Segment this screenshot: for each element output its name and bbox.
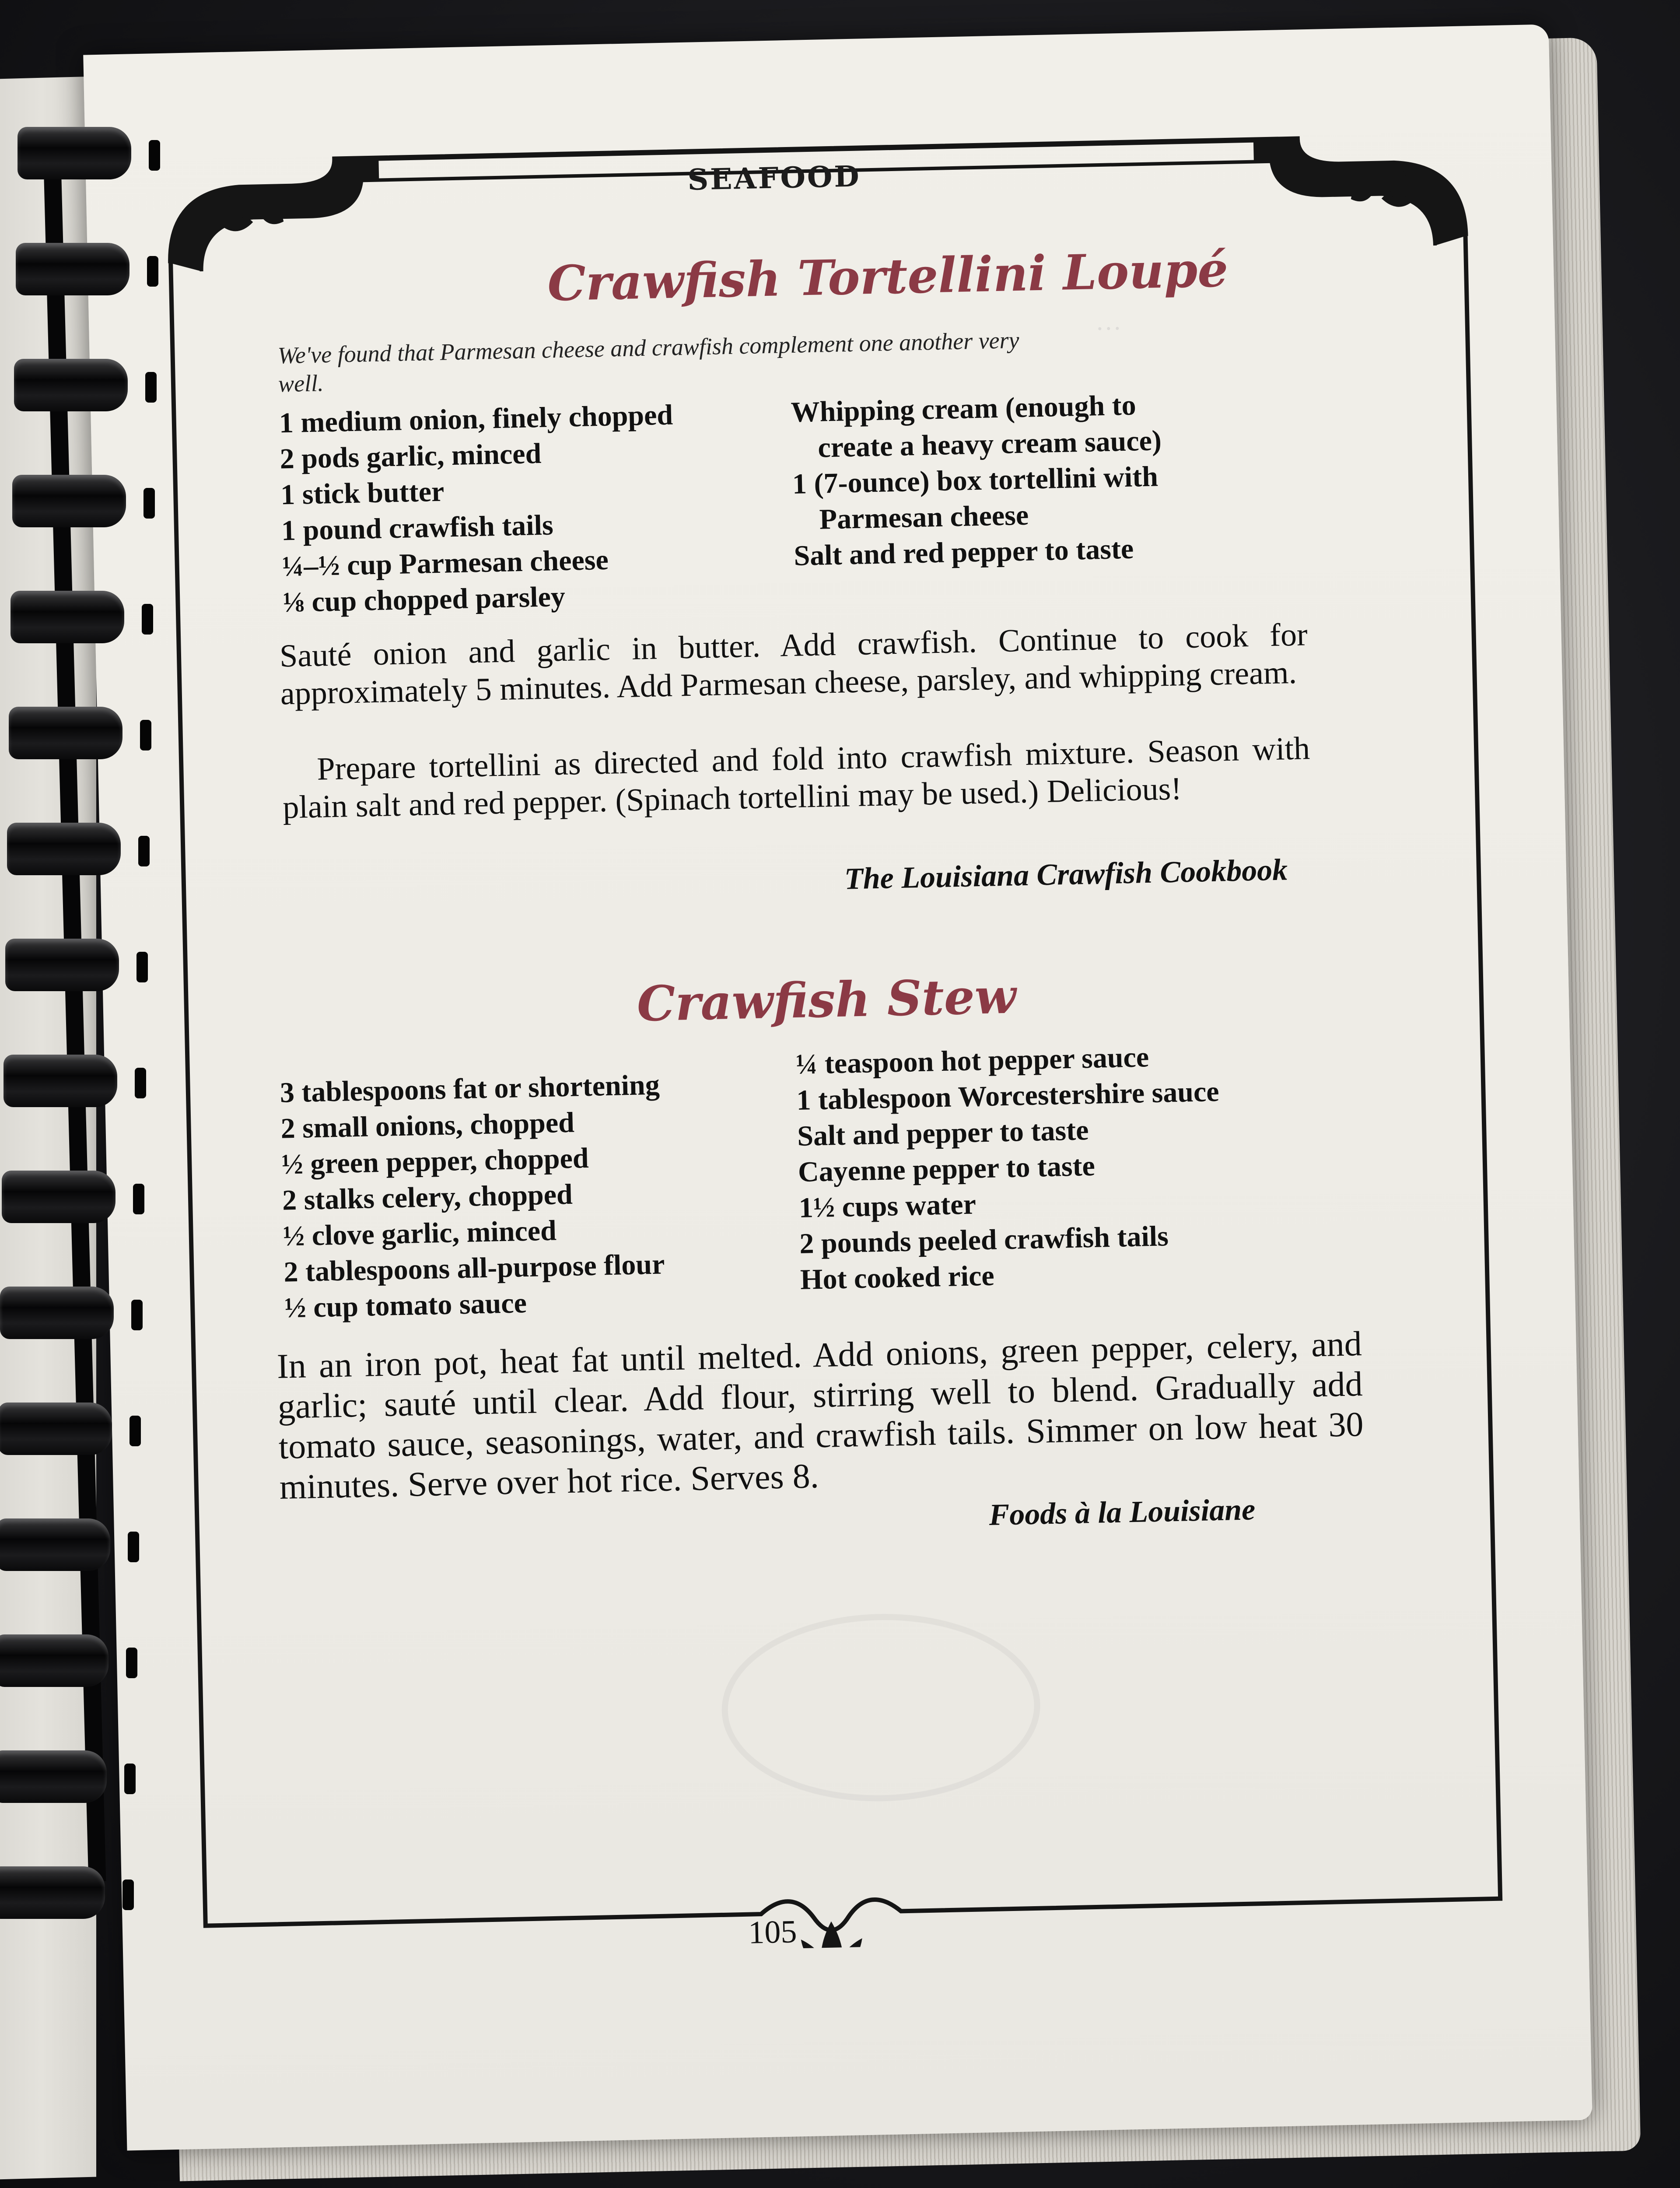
binding-hole	[145, 372, 157, 403]
binding-hole	[128, 1532, 139, 1562]
ingredient-item: 1 (7-ounce) box tortellini with	[792, 460, 1158, 500]
ingredients-list-left	[279, 397, 677, 621]
spiral-coil	[0, 1634, 108, 1687]
spiral-coil	[5, 939, 119, 991]
binding-hole	[142, 604, 153, 635]
page-content	[83, 24, 1592, 2150]
binding-hole	[138, 836, 150, 866]
ingredient-item: 1 pound crawfish tails	[281, 509, 554, 547]
spiral-coil	[0, 1403, 112, 1455]
binding-hole	[149, 140, 160, 171]
binding-hole	[130, 1416, 141, 1446]
bleed-through-text: ···	[1095, 314, 1122, 344]
ingredient-item: Hot cooked rice	[800, 1259, 995, 1296]
binding-hole	[131, 1300, 143, 1330]
ingredient-item: 1 stick butter	[280, 475, 445, 511]
spiral-coil	[7, 823, 121, 875]
spiral-coil	[18, 127, 131, 179]
decorative-frame	[150, 96, 1523, 1961]
cookbook-page	[83, 24, 1592, 2150]
frame-border-svg	[150, 96, 1523, 1961]
ingredient-item: ½ clove garlic, minced	[283, 1214, 557, 1252]
ingredient-item: Cayenne pepper to taste	[798, 1150, 1096, 1188]
ingredient-item: ½ cup tomato sauce	[284, 1287, 527, 1324]
spiral-coil	[2, 1171, 116, 1223]
recipe-intro-continued: well.	[278, 370, 324, 397]
spiral-coil	[10, 591, 124, 643]
spiral-coil	[12, 475, 126, 527]
binding-hole	[140, 720, 151, 750]
ingredient-item: 2 pounds peeled crawfish tails	[799, 1220, 1169, 1260]
spiral-coil	[4, 1055, 117, 1107]
ingredient-item: 2 small onions, chopped	[280, 1106, 575, 1145]
ingredient-item: ½ green pepper, chopped	[281, 1142, 589, 1181]
ingredient-item: 1 tablespoon Worcestershire sauce	[796, 1075, 1220, 1116]
ingredient-item: Parmesan cheese	[819, 499, 1029, 536]
spiral-binding	[0, 0, 184, 2188]
stew-ingredients-left	[280, 1067, 666, 1326]
binding-hole	[136, 952, 148, 982]
binding-hole	[144, 488, 155, 519]
recipe-intro: We've found that Parmesan cheese and crawfish complement one another very	[277, 326, 1020, 369]
binding-hole	[135, 1068, 146, 1098]
spiral-coil	[0, 1518, 110, 1571]
recipe-source: The Louisiana Crawfish Cookbook	[844, 853, 1288, 896]
spiral-coil	[9, 707, 122, 759]
spiral-coil	[0, 1287, 114, 1339]
binding-hole	[126, 1648, 137, 1678]
ingredient-item: 1 medium onion, finely chopped	[279, 399, 673, 439]
ingredient-item: ⅛ cup chopped parsley	[282, 580, 566, 619]
ingredient-item: Salt and red pepper to taste	[793, 533, 1134, 572]
stew-source: Foods à la Louisiane	[988, 1493, 1256, 1532]
ingredient-item: 2 pods garlic, minced	[279, 437, 542, 475]
ingredient-item: 2 stalks celery, chopped	[282, 1178, 573, 1217]
method-paragraph-2: Prepare tortellini as directed and fold into crawfish mixture. Season with plain salt and red pepper. (Spinach tortellini may be used.) Delicious!	[282, 730, 1310, 826]
section-header: SEAFOOD	[687, 159, 861, 197]
recipe-title-stew: Crawfish Stew	[636, 968, 1017, 1032]
spiral-coil	[14, 359, 128, 411]
binding-hole	[133, 1184, 144, 1214]
ingredients-list-right	[791, 387, 1164, 574]
binding-hole	[147, 256, 158, 287]
ingredient-item: 2 tablespoons all-purpose flour	[283, 1248, 665, 1288]
recipe-title-tortellini: Crawfish Tortellini Loupé	[547, 241, 1229, 312]
ingredient-item: 1½ cups water	[798, 1188, 976, 1224]
ingredient-item: ¼–½ cup Parmesan cheese	[282, 543, 609, 583]
stew-ingredients-right	[795, 1038, 1223, 1298]
ingredient-item: Whipping cream (enough to	[790, 389, 1137, 428]
ingredient-item: ¼ teaspoon hot pepper sauce	[795, 1041, 1149, 1080]
ingredient-item: Salt and pepper to taste	[797, 1114, 1089, 1152]
method-paragraph-1: Sauté onion and garlic in butter. Add crawfish. Continue to cook for approximately 5 minutes. Add Parmesan cheese, parsley, and whipping cream.	[279, 617, 1308, 712]
bottom-ornament	[801, 1921, 863, 1961]
spiral-coil	[16, 243, 130, 295]
binding-hole	[122, 1879, 134, 1910]
ingredient-item: create a heavy cream sauce)	[817, 424, 1162, 464]
ingredient-item: 3 tablespoons fat or shortening	[280, 1069, 660, 1109]
spiral-coil	[0, 1750, 107, 1803]
stew-method-paragraph: In an iron pot, heat fat until melted. Add onions, green pepper, celery, and garlic; sauté until clear. Add flour, stirring well to blend. Gradually add tomato sauce, seasonings, water, and crawfish tails. Simmer on low heat 30 minutes. Serve over hot rice. Serves 8.	[276, 1325, 1364, 1507]
spiral-coil	[0, 1866, 105, 1919]
binding-hole	[124, 1764, 136, 1794]
page-number: 105	[748, 1914, 798, 1951]
